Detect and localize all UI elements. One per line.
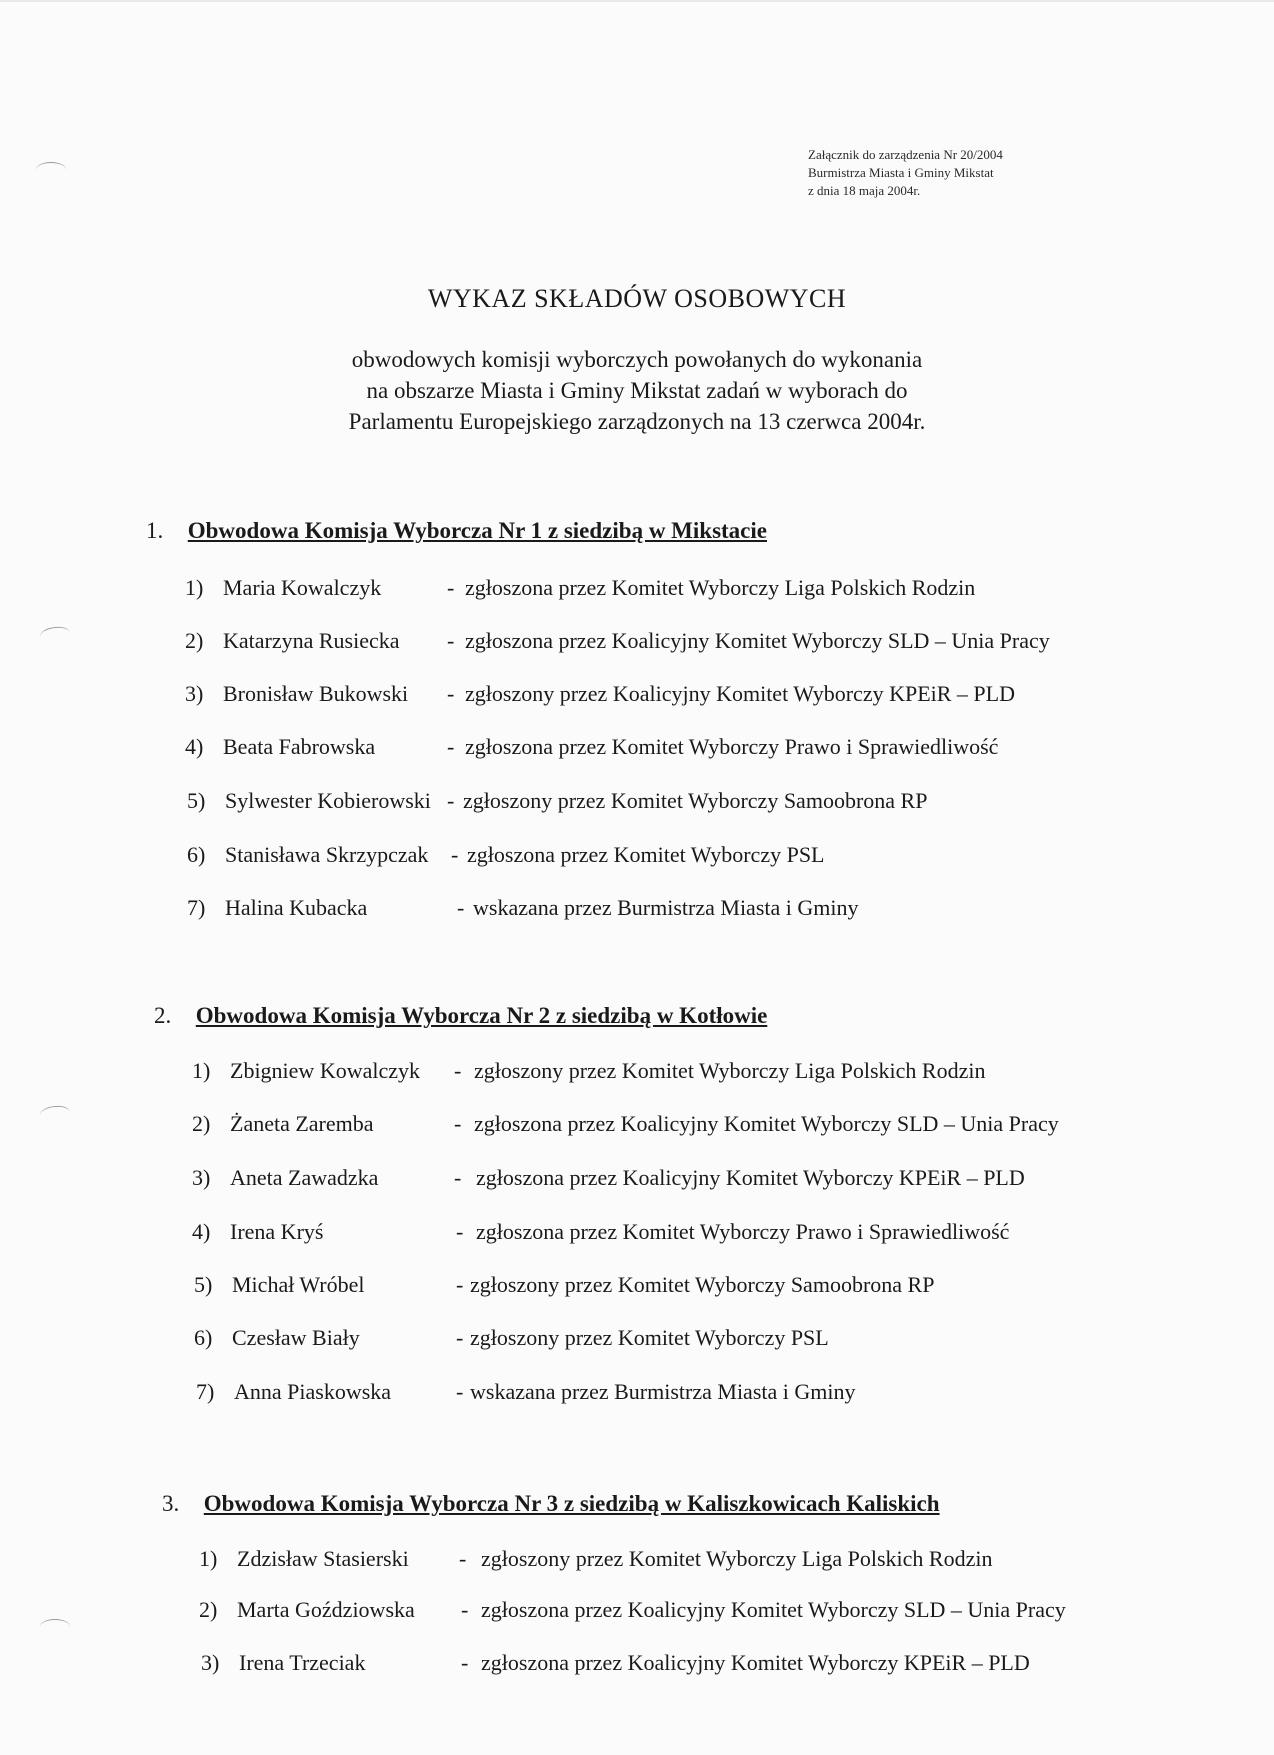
member-nomination: zgłoszony przez Komitet Wyborczy Liga Polskich Rodzin: [474, 1058, 986, 1083]
section-number: 2.: [154, 1003, 172, 1028]
member-name: Stanisława Skrzypczak: [225, 842, 429, 867]
member-nomination: zgłoszony przez Komitet Wyborczy Samoobrona RP: [463, 788, 928, 813]
member-name: Anna Piaskowska: [234, 1379, 392, 1404]
member-name: Marta Goździowska: [237, 1597, 415, 1622]
member-dash: -: [454, 1058, 462, 1083]
member-number: 7): [196, 1379, 215, 1404]
document-subtitle: [0, 344, 1274, 437]
member-name: Bronisław Bukowski: [223, 681, 409, 706]
member-number: 3): [192, 1165, 211, 1190]
member-dash: -: [456, 1272, 464, 1297]
member-nomination: zgłoszony przez Komitet Wyborczy Liga Polskich Rodzin: [481, 1546, 993, 1571]
member-name: Katarzyna Rusiecka: [223, 628, 400, 653]
member-dash: -: [456, 1325, 464, 1350]
member-nomination: zgłoszony przez Komitet Wyborczy PSL: [470, 1325, 829, 1350]
member-nomination: wskazana przez Burmistrza Miasta i Gminy: [473, 895, 859, 920]
member-dash: -: [447, 734, 455, 759]
member-number: 4): [192, 1219, 211, 1244]
member-dash: -: [456, 1219, 464, 1244]
member-dash: -: [447, 575, 455, 600]
member-number: 1): [199, 1546, 218, 1571]
member-nomination: zgłoszona przez Komitet Wyborczy Liga Polskich Rodzin: [465, 575, 976, 600]
punch-hole-mark: [39, 1104, 70, 1122]
member-name: Zbigniew Kowalczyk: [230, 1058, 420, 1083]
section-heading: [162, 1491, 940, 1517]
member-name: Maria Kowalczyk: [223, 575, 382, 600]
member-number: 1): [185, 575, 204, 600]
member-number: 7): [187, 895, 206, 920]
member-number: 6): [194, 1325, 213, 1350]
member-name: Sylwester Kobierowski: [225, 788, 431, 813]
section-number: 3.: [162, 1491, 180, 1516]
member-dash: -: [457, 895, 465, 920]
member-name: Czesław Biały: [232, 1325, 360, 1350]
member-name: Irena Kryś: [230, 1219, 324, 1244]
subtitle-line: Parlamentu Europejskiego zarządzonych na 13 czerwca 2004r.: [348, 409, 926, 434]
member-name: Beata Fabrowska: [223, 734, 376, 759]
attachment-line: Załącznik do zarządzenia Nr 20/2004: [808, 147, 1003, 162]
document-title: WYKAZ SKŁADÓW OSOBOWYCH: [427, 284, 847, 313]
section-heading: [154, 1003, 767, 1029]
member-dash: -: [461, 1650, 469, 1675]
attachment-line: Burmistrza Miasta i Gminy Mikstat: [808, 165, 994, 180]
member-nomination: wskazana przez Burmistrza Miasta i Gminy: [470, 1379, 856, 1404]
member-nomination: zgłoszona przez Koalicyjny Komitet Wyborczy SLD – Unia Pracy: [465, 628, 1050, 653]
member-name: Halina Kubacka: [225, 895, 368, 920]
scan-edge: [0, 0, 1274, 2]
member-name: Aneta Zawadzka: [230, 1165, 379, 1190]
member-nomination: zgłoszona przez Komitet Wyborczy PSL: [467, 842, 825, 867]
member-nomination: zgłoszony przez Koalicyjny Komitet Wyborczy KPEiR – PLD: [465, 681, 1015, 706]
member-nomination: zgłoszona przez Koalicyjny Komitet Wyborczy SLD – Unia Pracy: [481, 1597, 1066, 1622]
subtitle-line: obwodowych komisji wyborczych powołanych do wykonania: [351, 347, 923, 372]
member-dash: -: [447, 788, 455, 813]
section-title: Obwodowa Komisja Wyborcza Nr 2 z siedzibą w Kotłowie: [195, 1003, 768, 1028]
member-nomination: zgłoszony przez Komitet Wyborczy Samoobrona RP: [470, 1272, 935, 1297]
attachment-line: z dnia 18 maja 2004r.: [808, 183, 921, 198]
member-number: 1): [192, 1058, 211, 1083]
member-name: Irena Trzeciak: [239, 1650, 366, 1675]
member-number: 2): [185, 628, 204, 653]
section-title: Obwodowa Komisja Wyborcza Nr 3 z siedzibą w Kaliszkowicach Kaliskich: [203, 1491, 940, 1516]
member-dash: -: [447, 628, 455, 653]
section-title: Obwodowa Komisja Wyborcza Nr 1 z siedzibą w Mikstacie: [187, 518, 767, 543]
member-number: 3): [185, 681, 204, 706]
member-number: 5): [194, 1272, 213, 1297]
subtitle-line: na obszarze Miasta i Gminy Mikstat zadań w wyborach do: [366, 378, 908, 403]
member-dash: -: [454, 1111, 462, 1136]
member-dash: -: [451, 842, 459, 867]
punch-hole-mark: [40, 1619, 70, 1634]
member-dash: -: [447, 681, 455, 706]
member-name: Zdzisław Stasierski: [237, 1546, 409, 1571]
member-dash: -: [461, 1597, 469, 1622]
punch-hole-mark: [39, 625, 71, 644]
member-number: 4): [185, 734, 204, 759]
member-nomination: zgłoszona przez Koalicyjny Komitet Wyborczy KPEiR – PLD: [481, 1650, 1030, 1675]
member-number: 2): [192, 1111, 211, 1136]
member-dash: -: [459, 1546, 467, 1571]
member-name: Michał Wróbel: [232, 1272, 365, 1297]
member-number: 5): [187, 788, 206, 813]
attachment-note: [808, 146, 1003, 200]
member-nomination: zgłoszona przez Koalicyjny Komitet Wyborczy KPEiR – PLD: [476, 1165, 1025, 1190]
section-heading: [146, 518, 767, 544]
member-dash: -: [456, 1379, 464, 1404]
member-nomination: zgłoszona przez Komitet Wyborczy Prawo i Sprawiedliwość: [476, 1219, 1010, 1244]
member-dash: -: [454, 1165, 462, 1190]
member-number: 6): [187, 842, 206, 867]
member-number: 2): [199, 1597, 218, 1622]
section-number: 1.: [146, 518, 164, 543]
member-nomination: zgłoszona przez Komitet Wyborczy Prawo i Sprawiedliwość: [465, 734, 999, 759]
member-name: Żaneta Zaremba: [230, 1111, 374, 1136]
member-nomination: zgłoszona przez Koalicyjny Komitet Wyborczy SLD – Unia Pracy: [474, 1111, 1059, 1136]
punch-hole-mark: [36, 162, 66, 177]
member-number: 3): [201, 1650, 220, 1675]
